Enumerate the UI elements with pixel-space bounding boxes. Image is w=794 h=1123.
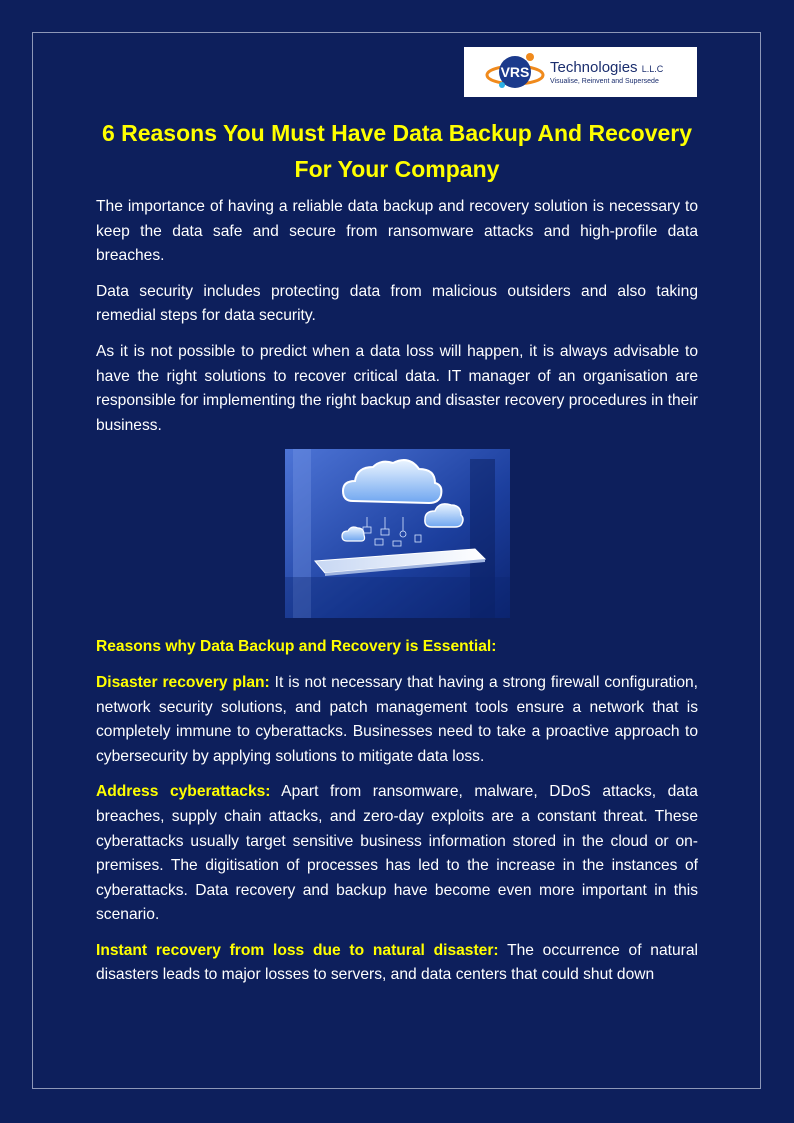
logo-company-name: Technologies L.L.C <box>550 59 664 76</box>
cloud-computing-illustration <box>285 449 510 618</box>
page-title: 6 Reasons You Must Have Data Backup And Recovery For Your Company <box>101 120 693 182</box>
reason-label: Instant recovery from loss due to natural disaster: <box>96 941 499 959</box>
reason-paragraph <box>96 939 698 988</box>
logo-tagline: Visualise, Reinvent and Supersede <box>550 78 659 85</box>
company-logo <box>464 47 697 97</box>
reason-text: The occurrence of natural disasters leads to major losses to servers, and data centers that could shut down <box>96 941 698 984</box>
logo-mark-text: VRS <box>500 64 530 80</box>
intro-paragraph: The importance of having a reliable data backup and recovery solution is necessary to keep the data safe and secure from ransomware attacks and high-profile data breaches. <box>96 198 698 265</box>
intro-paragraph: Data security includes protecting data from malicious outsiders and also taking remedial steps for data security. <box>96 282 698 325</box>
vrs-logo-icon <box>484 51 546 95</box>
reason-paragraph <box>96 671 698 769</box>
reason-label: Disaster recovery plan: <box>96 673 270 691</box>
reason-paragraph <box>96 780 698 928</box>
section-heading: Reasons why Data Backup and Recovery is Essential: <box>96 638 497 656</box>
intro-paragraph: As it is not possible to predict when a data loss will happen, it is always advisable to have the right solutions to recover critical data. IT manager of an organisation are responsible for implementing the right backup and disaster recovery procedures in their business. <box>96 342 698 434</box>
reason-text: Apart from ransomware, malware, DDoS attacks, data breaches, supply chain attacks, and zero-day exploits are a constant threat. These cyberattacks usually target sensitive business information stored in the cloud or on-premises. The digitisation of processes has led to the increase in the instances of cyberattacks. Data recovery and backup have become even more important in this scenario. <box>96 783 698 924</box>
reason-text: It is not necessary that having a strong firewall configuration, network security solutions, and patch management tools ensure a network that is completely immune to cyberattacks. Businesses need to take a proactive approach to cybersecurity by applying solutions to mitigate data loss. <box>96 673 698 765</box>
article-body <box>96 195 698 999</box>
reason-label: Address cyberattacks: <box>96 783 271 801</box>
